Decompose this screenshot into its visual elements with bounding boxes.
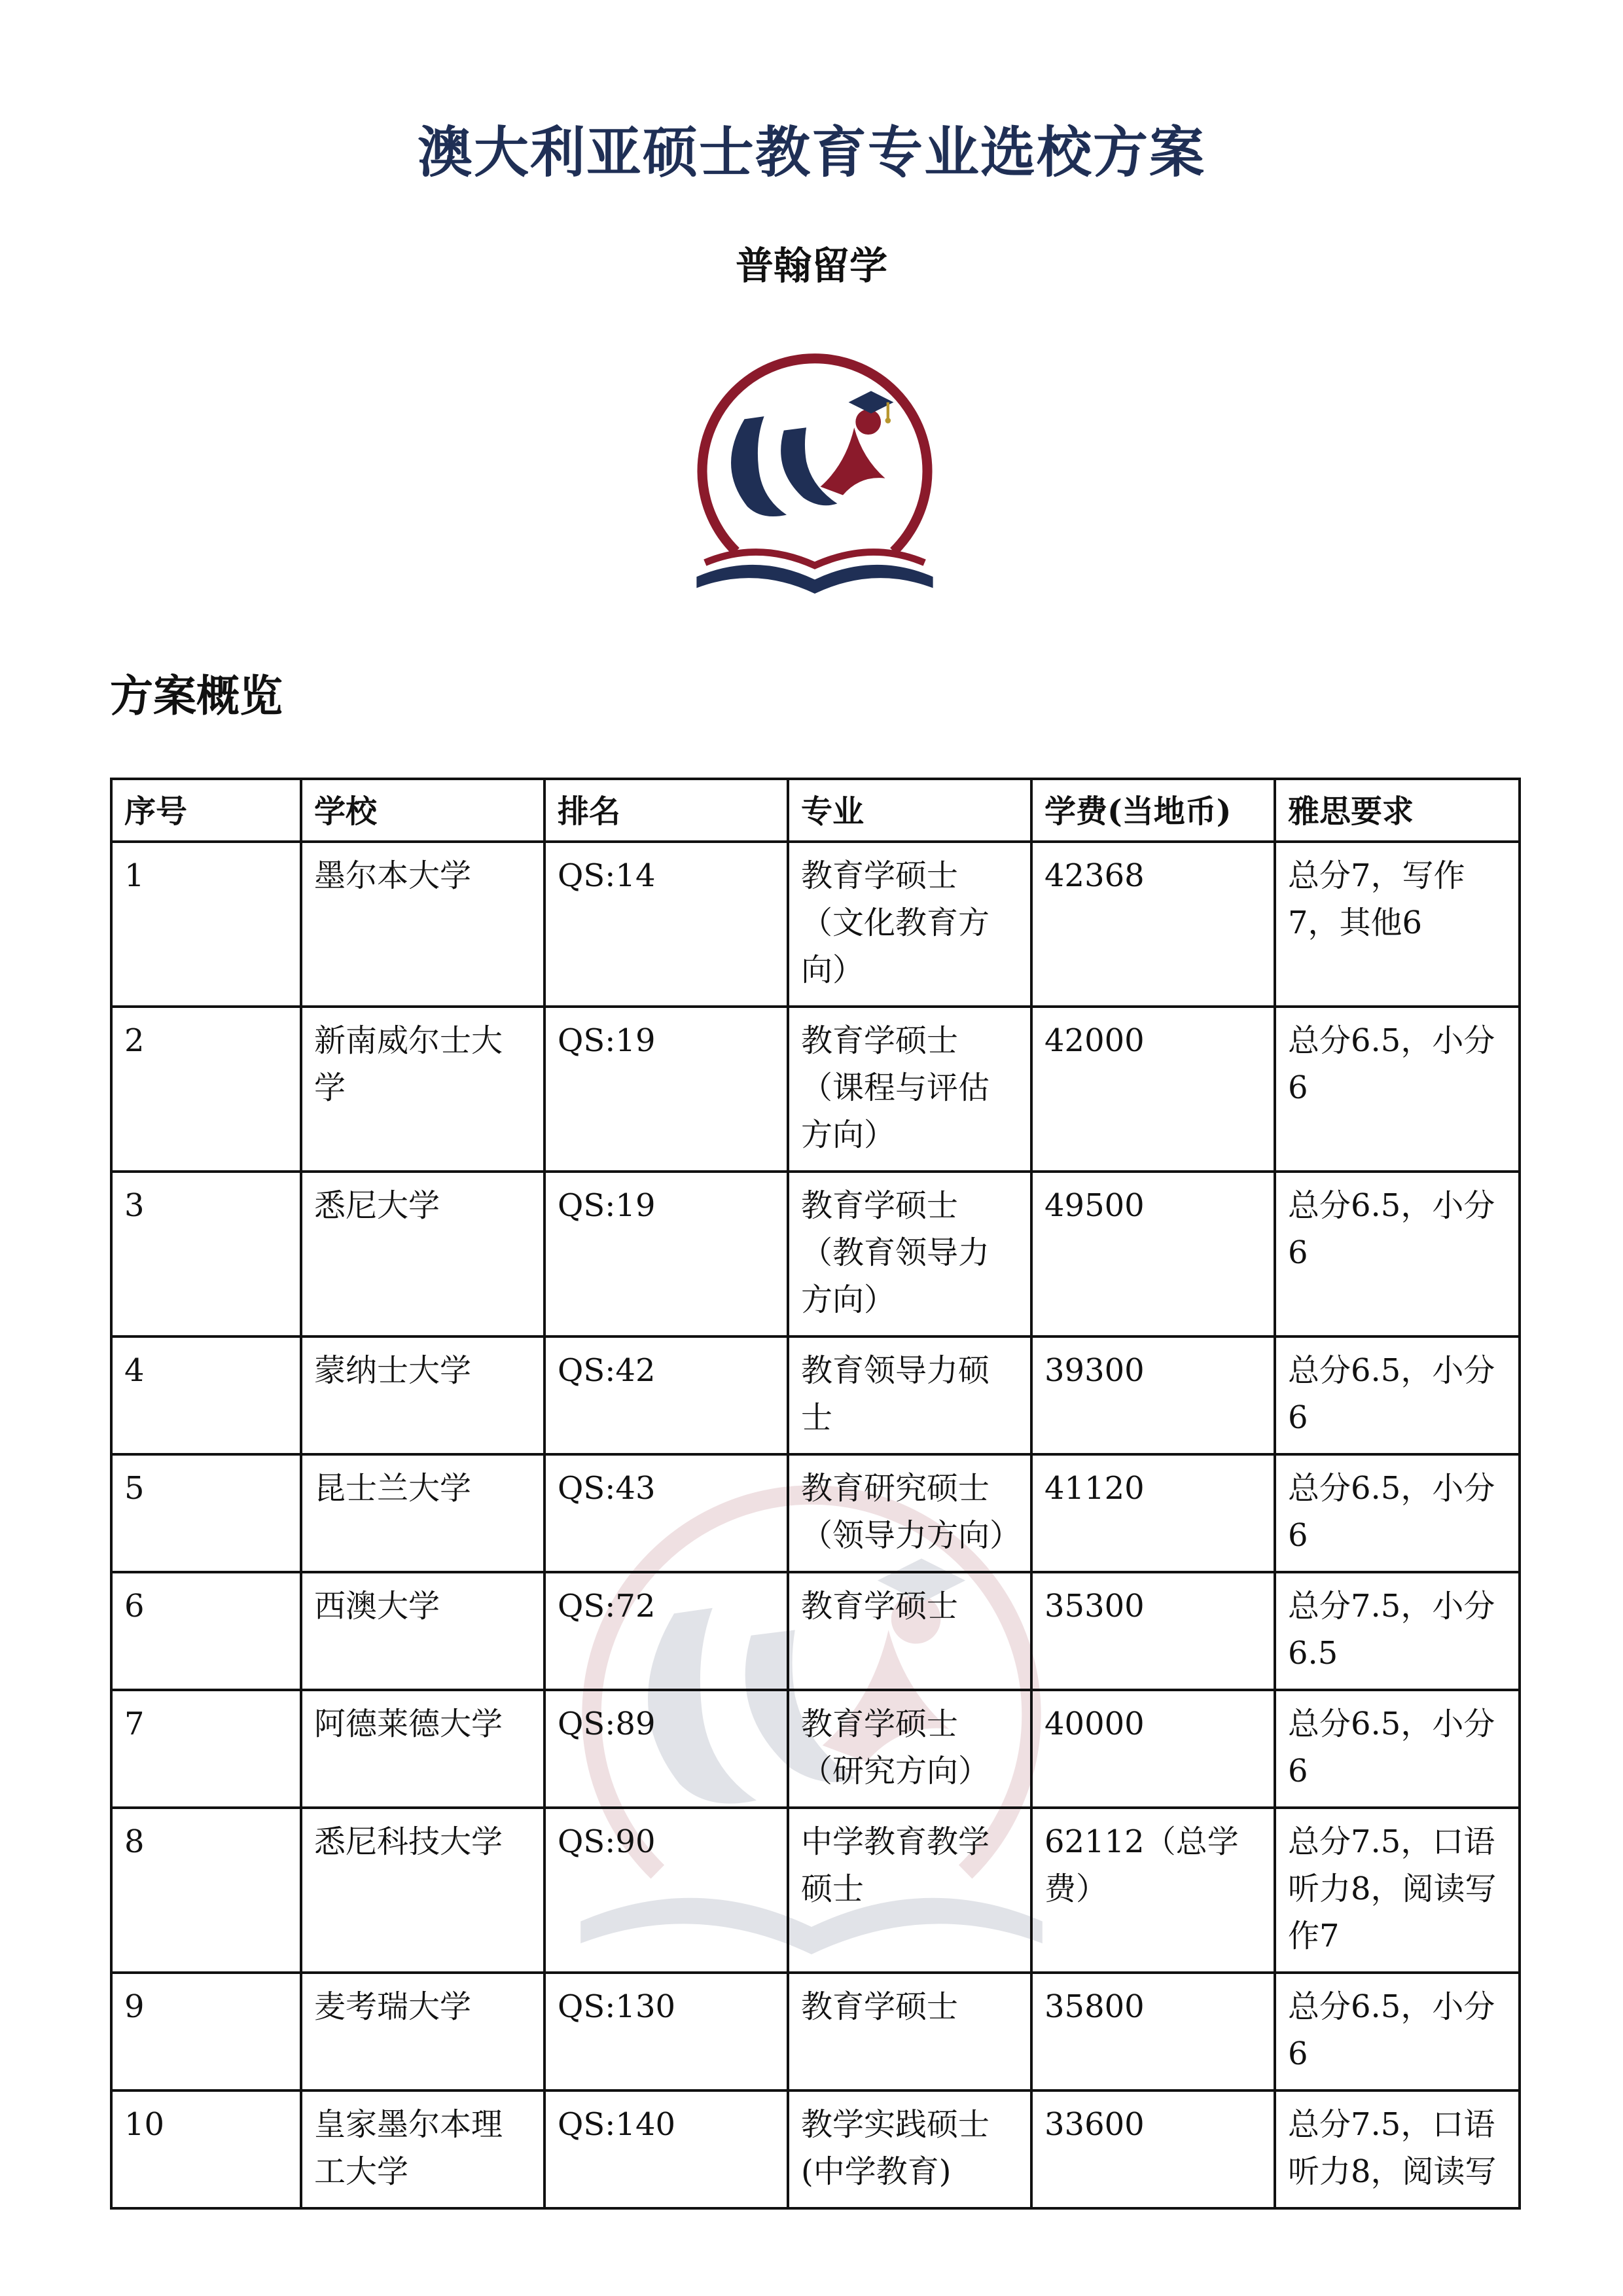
cell-index: 3 xyxy=(111,1172,301,1336)
cell-index: 4 xyxy=(111,1336,301,1454)
cell-ranking: QS:140 xyxy=(544,2090,788,2208)
cell-school: 新南威尔士大学 xyxy=(301,1007,544,1172)
cell-index: 8 xyxy=(111,1808,301,1973)
cell-ranking: QS:42 xyxy=(544,1336,788,1454)
cell-program: 教育领导力硕士 xyxy=(788,1336,1031,1454)
cell-ranking: QS:19 xyxy=(544,1007,788,1172)
table-row xyxy=(111,1007,1520,1172)
table-row xyxy=(111,1808,1520,1973)
page-subtitle: 普翰留学 xyxy=(735,243,887,288)
cell-tuition: 33600 xyxy=(1031,2090,1275,2208)
cell-index: 9 xyxy=(111,1973,301,2090)
cell-ielts: 总分6.5，小分6 xyxy=(1275,1690,1520,1808)
cell-ielts: 总分7.5，小分6.5 xyxy=(1275,1572,1520,1690)
table-row xyxy=(111,2090,1520,2208)
cell-tuition: 40000 xyxy=(1031,1690,1275,1808)
cell-program: 教育学硕士（教育领导力方向） xyxy=(788,1172,1031,1336)
table-row xyxy=(111,1336,1520,1454)
cell-ielts: 总分6.5，小分6 xyxy=(1275,1007,1520,1172)
cell-tuition: 35300 xyxy=(1031,1572,1275,1690)
header-program: 专业 xyxy=(788,779,1031,842)
cell-index: 2 xyxy=(111,1007,301,1172)
cell-school: 墨尔本大学 xyxy=(301,842,544,1007)
cell-ielts: 总分6.5，小分6 xyxy=(1275,1454,1520,1572)
cell-tuition: 35800 xyxy=(1031,1973,1275,2090)
cell-ranking: QS:130 xyxy=(544,1973,788,2090)
cell-ielts: 总分7.5，口语听力8，阅读写作7 xyxy=(1275,1808,1520,1973)
cell-ielts: 总分6.5，小分6 xyxy=(1275,1973,1520,2090)
table-header-row xyxy=(111,779,1520,842)
puhan-education-logo-icon xyxy=(674,340,955,622)
page-title: 澳大利亚硕士教育专业选校方案 xyxy=(417,120,1205,185)
cell-index: 10 xyxy=(111,2090,301,2208)
cell-program: 教育学硕士（文化教育方向） xyxy=(788,842,1031,1007)
header-ranking: 排名 xyxy=(544,779,788,842)
cell-school: 悉尼科技大学 xyxy=(301,1808,544,1973)
cell-program: 教育研究硕士（领导力方向） xyxy=(788,1454,1031,1572)
header-index: 序号 xyxy=(111,779,301,842)
table-row xyxy=(111,1572,1520,1690)
cell-ielts: 总分7.5，口语听力8，阅读写 xyxy=(1275,2090,1520,2208)
cell-school: 阿德莱德大学 xyxy=(301,1690,544,1808)
cell-program: 教学实践硕士(中学教育) xyxy=(788,2090,1031,2208)
cell-ielts: 总分6.5，小分6 xyxy=(1275,1172,1520,1336)
table-row xyxy=(111,842,1520,1007)
cell-program: 中学教育教学硕士 xyxy=(788,1808,1031,1973)
header-school: 学校 xyxy=(301,779,544,842)
cell-program: 教育学硕士 xyxy=(788,1973,1031,2090)
table-row xyxy=(111,1172,1520,1336)
table-row xyxy=(111,1690,1520,1808)
cell-ranking: QS:72 xyxy=(544,1572,788,1690)
header-tuition: 学费(当地币) xyxy=(1031,779,1275,842)
cell-ranking: QS:43 xyxy=(544,1454,788,1572)
cell-school: 昆士兰大学 xyxy=(301,1454,544,1572)
cell-tuition: 62112（总学费） xyxy=(1031,1808,1275,1973)
cell-tuition: 41120 xyxy=(1031,1454,1275,1572)
cell-ranking: QS:90 xyxy=(544,1808,788,1973)
cell-ranking: QS:19 xyxy=(544,1172,788,1336)
cell-tuition: 39300 xyxy=(1031,1336,1275,1454)
cell-school: 西澳大学 xyxy=(301,1572,544,1690)
cell-program: 教育学硕士 xyxy=(788,1572,1031,1690)
table-row xyxy=(111,1454,1520,1572)
cell-index: 6 xyxy=(111,1572,301,1690)
cell-ielts: 总分6.5，小分6 xyxy=(1275,1336,1520,1454)
header-ielts: 雅思要求 xyxy=(1275,779,1520,842)
cell-index: 5 xyxy=(111,1454,301,1572)
cell-school: 皇家墨尔本理工大学 xyxy=(301,2090,544,2208)
cell-index: 1 xyxy=(111,842,301,1007)
cell-tuition: 49500 xyxy=(1031,1172,1275,1336)
school-plan-table xyxy=(110,778,1521,2210)
cell-tuition: 42368 xyxy=(1031,842,1275,1007)
cell-school: 悉尼大学 xyxy=(301,1172,544,1336)
cell-school: 麦考瑞大学 xyxy=(301,1973,544,2090)
cell-school: 蒙纳士大学 xyxy=(301,1336,544,1454)
section-heading: 方案概览 xyxy=(110,670,283,721)
cell-program: 教育学硕士（研究方向） xyxy=(788,1690,1031,1808)
cell-ranking: QS:14 xyxy=(544,842,788,1007)
cell-index: 7 xyxy=(111,1690,301,1808)
table-row xyxy=(111,1973,1520,2090)
cell-tuition: 42000 xyxy=(1031,1007,1275,1172)
cell-program: 教育学硕士（课程与评估方向） xyxy=(788,1007,1031,1172)
cell-ielts: 总分7，写作7，其他6 xyxy=(1275,842,1520,1007)
cell-ranking: QS:89 xyxy=(544,1690,788,1808)
